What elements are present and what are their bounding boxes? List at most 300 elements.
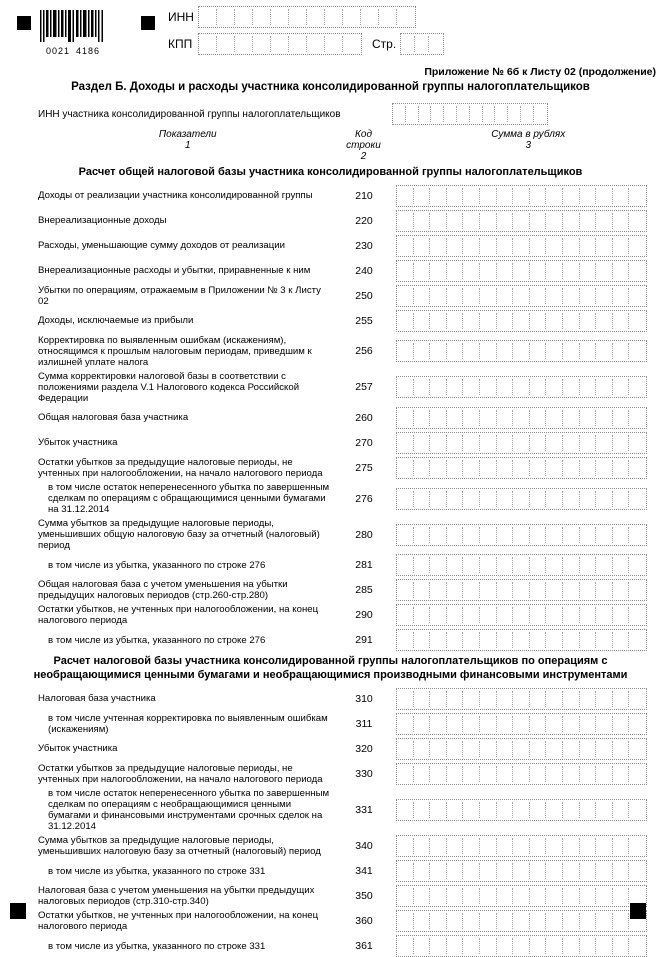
form-row [38,482,661,515]
digit-cell [513,263,530,279]
digit-cell [447,238,464,254]
digit-cell [497,379,514,395]
form-row [38,407,661,429]
digit-cell [513,913,530,929]
digit-cell [580,863,597,879]
digit-cell [397,557,414,573]
digit-cell [497,263,514,279]
digit-cell [513,632,530,648]
digit-cell [289,9,307,25]
digit-cell [580,213,597,229]
row-code: 361 [355,940,373,953]
digit-cell [430,410,447,426]
digit-cell [629,379,646,395]
digit-cell [463,238,480,254]
row-label: в том числе из убытка, указанного по строке 276 [48,634,266,646]
digit-cell [447,741,464,757]
digit-cell [613,557,630,573]
sum-field[interactable] [396,432,647,454]
digit-cell [513,238,530,254]
digit-cell [397,238,414,254]
digit-cell [513,491,530,507]
digit-cell [629,188,646,204]
digit-cell [447,288,464,304]
form-row [38,518,661,551]
digit-cell [563,741,580,757]
digit-cell [497,288,514,304]
digit-cell [596,288,613,304]
form-row [38,935,661,957]
digit-cell [414,741,431,757]
barcode-bars [40,10,106,42]
appendix-note: Приложение № 6б к Листу 02 (продолжение) [424,66,656,78]
digit-cell [629,313,646,329]
digit-cell [580,888,597,904]
digit-cell [397,888,414,904]
digit-cell [497,527,514,543]
digit-cell [497,491,514,507]
digit-cell [497,863,514,879]
digit-cell [580,607,597,623]
kpp-field[interactable] [198,33,362,55]
row-label: Налоговая база участника [38,693,156,705]
digit-cell [463,557,480,573]
digit-cell [447,263,464,279]
digit-cell [530,632,547,648]
sum-field[interactable] [396,554,647,576]
digit-cell [497,802,514,818]
digit-cell [580,435,597,451]
digit-cell [613,213,630,229]
row-code: 281 [355,559,373,572]
sum-field[interactable] [396,885,647,907]
digit-cell [546,691,563,707]
digit-cell [497,213,514,229]
sum-field[interactable] [396,285,647,307]
digit-cell [495,106,508,122]
digit-cell [397,691,414,707]
sum-field[interactable] [396,579,647,601]
row-code: 240 [355,264,373,277]
digit-cell [563,802,580,818]
digit-cell [580,802,597,818]
row-label: в том числе из убытка, указанного по строке 331 [48,865,266,877]
digit-cell [613,379,630,395]
digit-cell [546,435,563,451]
digit-cell [530,691,547,707]
digit-cell [463,188,480,204]
sum-field[interactable] [396,604,647,626]
form-row [38,579,661,601]
sum-field[interactable] [396,524,647,546]
digit-cell [463,607,480,623]
digit-cell [414,288,431,304]
digit-cell [463,716,480,732]
digit-cell [530,460,547,476]
digit-cell [580,491,597,507]
form-row [38,432,661,454]
member-inn-row [38,103,661,125]
digit-cell [397,607,414,623]
digit-cell [580,188,597,204]
row-label: Внереализационные доходы [38,215,167,227]
digit-cell [271,36,289,52]
digit-cell [563,238,580,254]
form-row [38,835,661,857]
digit-cell [235,9,253,25]
form-row [38,457,661,479]
digit-cell [414,238,431,254]
form-row [38,210,661,232]
digit-cell [463,343,480,359]
digit-cell [530,716,547,732]
digit-cell [546,491,563,507]
barcode [40,10,106,56]
digit-cell [513,343,530,359]
digit-cell [217,36,235,52]
digit-cell [414,888,431,904]
sum-field[interactable] [396,835,647,857]
digit-cell [596,238,613,254]
row-code: 290 [355,609,373,622]
digit-cell [546,938,563,954]
sum-field[interactable] [396,935,647,957]
digit-cell [463,741,480,757]
row-label: Расходы, уменьшающие сумму доходов от реализации [38,240,285,252]
digit-cell [513,863,530,879]
digit-cell [307,9,325,25]
form-row [38,310,661,332]
digit-cell [447,716,464,732]
row-label: Доходы от реализации участника консолидированной группы [38,190,313,202]
sum-field[interactable] [396,210,647,232]
digit-cell [480,460,497,476]
digit-cell [563,263,580,279]
digit-cell [480,607,497,623]
digit-cell [497,435,514,451]
digit-cell [596,607,613,623]
digit-cell [397,802,414,818]
digit-cell [613,632,630,648]
digit-cell [530,838,547,854]
digit-cell [596,716,613,732]
sum-field[interactable] [396,260,647,282]
digit-cell [530,863,547,879]
digit-cell [613,435,630,451]
digit-cell [480,213,497,229]
digit-cell [613,888,630,904]
digit-cell [463,460,480,476]
row-code: 350 [355,890,373,903]
digit-cell [613,343,630,359]
digit-cell [463,435,480,451]
barcode-number [40,46,106,56]
digit-cell [430,838,447,854]
digit-cell [546,582,563,598]
sum-field[interactable] [396,713,647,735]
page-label: Стр. [372,37,397,51]
digit-cell [546,863,563,879]
digit-cell [414,938,431,954]
digit-cell [397,741,414,757]
digit-cell [430,582,447,598]
digit-cell [530,410,547,426]
digit-cell [513,888,530,904]
digit-cell [563,913,580,929]
digit-cell [513,435,530,451]
digit-cell [430,379,447,395]
digit-cell [379,9,397,25]
form-row [38,260,661,282]
digit-cell [447,691,464,707]
form-row [38,885,661,907]
digit-cell [463,263,480,279]
sum-field[interactable] [396,185,647,207]
form-row [38,738,661,760]
digit-cell [563,410,580,426]
row-code: 340 [355,840,373,853]
digit-cell [430,766,447,782]
digit-cell [497,691,514,707]
form-row [38,763,661,785]
row-label: Доходы, исключаемые из прибыли [38,315,194,327]
digit-cell [463,491,480,507]
digit-cell [629,491,646,507]
digit-cell [580,263,597,279]
digit-cell [580,527,597,543]
digit-cell [629,410,646,426]
digit-cell [596,863,613,879]
digit-cell [580,838,597,854]
digit-cell [414,802,431,818]
digit-cell [513,582,530,598]
sum-field[interactable] [396,763,647,785]
digit-cell [513,802,530,818]
digit-cell [563,691,580,707]
digit-cell [397,938,414,954]
row-label: Остатки убытков за предыдущие налоговые периоды, не учтенных при налогообложении, на начало налогового периода [38,457,323,480]
digit-cell [414,527,431,543]
form-row [38,335,661,368]
row-code: 255 [355,314,373,327]
row-label: Общая налоговая база с учетом уменьшения на убытки предыдущих налоговых периодов (стр.260-стр.280) [38,579,288,602]
digit-cell [480,766,497,782]
row-code: 276 [355,492,373,505]
sum-field[interactable] [396,340,647,362]
digit-cell [521,106,534,122]
digit-cell [563,343,580,359]
digit-cell [483,106,496,122]
sum-field[interactable] [396,235,647,257]
row-code: 220 [355,214,373,227]
form-row [38,910,661,932]
digit-cell [530,343,547,359]
digit-cell [397,632,414,648]
row-label: Остатки убытков за предыдущие налоговые периоды, не учтенных при налогообложении, на начало налогового периода [38,762,323,785]
digit-cell [480,716,497,732]
digit-cell [497,557,514,573]
digit-cell [414,213,431,229]
digit-cell [596,741,613,757]
digit-cell [546,766,563,782]
digit-cell [580,410,597,426]
digit-cell [397,9,415,25]
row-code: 280 [355,528,373,541]
digit-cell [414,607,431,623]
digit-cell [563,379,580,395]
digit-cell [563,582,580,598]
digit-cell [613,716,630,732]
digit-cell [513,288,530,304]
digit-cell [546,716,563,732]
barcode-number-right: 4186 [75,46,100,56]
digit-cell [580,238,597,254]
sum-field[interactable] [396,910,647,932]
sum-field[interactable] [396,688,647,710]
inn-field[interactable] [198,6,416,28]
row-label: в том числе из убытка, указанного по строке 276 [48,559,266,571]
digit-cell [629,938,646,954]
digit-cell [546,913,563,929]
digit-cell [546,460,563,476]
digit-cell [430,188,447,204]
digit-cell [629,263,646,279]
digit-cell [480,313,497,329]
digit-cell [397,913,414,929]
digit-cell [613,410,630,426]
digit-cell [325,9,343,25]
digit-cell [497,938,514,954]
digit-cell [414,582,431,598]
sum-field[interactable] [396,860,647,882]
digit-cell [563,460,580,476]
digit-cell [596,913,613,929]
digit-cell [480,632,497,648]
digit-cell [430,691,447,707]
digit-cell [447,213,464,229]
form-row [38,554,661,576]
sum-field[interactable] [396,799,647,821]
digit-cell [497,888,514,904]
digit-cell [430,491,447,507]
digit-cell [613,582,630,598]
digit-cell [513,741,530,757]
digit-cell [563,863,580,879]
digit-cell [470,106,483,122]
digit-cell [397,188,414,204]
digit-cell [629,838,646,854]
digit-cell [397,379,414,395]
digit-cell [596,263,613,279]
sum-field[interactable] [396,738,647,760]
digit-cell [444,106,457,122]
digit-cell [430,632,447,648]
digit-cell [580,557,597,573]
digit-cell [447,938,464,954]
digit-cell [419,106,432,122]
digit-cell [613,863,630,879]
section-title: Расчет налоговой базы участника консолидированной группы налогоплательщиков по операциям с необращающимися ценными бумагами и необращающимися производными финансовыми инструментами [33,655,628,682]
row-code: 341 [355,865,373,878]
digit-cell [430,557,447,573]
digit-cell [563,632,580,648]
digit-cell [596,491,613,507]
digit-cell [530,313,547,329]
row-code: 257 [355,381,373,394]
kpp-label: КПП [168,37,193,51]
digit-cell [397,410,414,426]
digit-cell [397,288,414,304]
digit-cell [397,491,414,507]
digit-cell [513,213,530,229]
row-label: Налоговая база с учетом уменьшения на убытки предыдущих налоговых периодов (стр.310-стр.340) [38,885,315,908]
sum-field[interactable] [396,407,647,429]
digit-cell [596,632,613,648]
digit-cell [480,802,497,818]
digit-cell [480,491,497,507]
digit-cell [513,188,530,204]
digit-cell [430,213,447,229]
digit-cell [447,343,464,359]
member-inn-field[interactable] [392,103,548,125]
digit-cell [530,435,547,451]
digit-cell [596,766,613,782]
column-header-sum: Сумма в рублях 3 [491,129,566,151]
digit-cell [414,410,431,426]
sum-field[interactable] [396,457,647,479]
member-inn-label: ИНН участника консолидированной группы налогоплательщиков [38,108,341,120]
sum-field[interactable] [396,376,647,398]
sum-field[interactable] [396,310,647,332]
digit-cell [480,527,497,543]
digit-cell [563,716,580,732]
digit-cell [497,913,514,929]
digit-cell [613,313,630,329]
digit-cell [463,913,480,929]
digit-cell [513,691,530,707]
digit-cell [629,557,646,573]
sum-field[interactable] [396,629,647,651]
sum-field[interactable] [396,488,647,510]
digit-cell [629,888,646,904]
digit-cell [414,491,431,507]
digit-cell [414,460,431,476]
digit-cell [480,435,497,451]
digit-cell [497,607,514,623]
digit-cell [530,607,547,623]
digit-cell [596,888,613,904]
digit-cell [397,838,414,854]
row-code: 230 [355,239,373,252]
digit-cell [629,802,646,818]
form-row [38,860,661,882]
digit-cell [480,238,497,254]
digit-cell [447,410,464,426]
digit-cell [596,460,613,476]
digit-cell [629,238,646,254]
digit-cell [530,263,547,279]
digit-cell [397,460,414,476]
page-number-field[interactable] [400,33,444,55]
row-label: Внереализационные расходы и убытки, приравненные к ним [38,265,311,277]
digit-cell [497,343,514,359]
form-row [38,604,661,626]
digit-cell [580,582,597,598]
digit-cell [430,863,447,879]
digit-cell [508,106,521,122]
digit-cell [629,766,646,782]
digit-cell [447,838,464,854]
